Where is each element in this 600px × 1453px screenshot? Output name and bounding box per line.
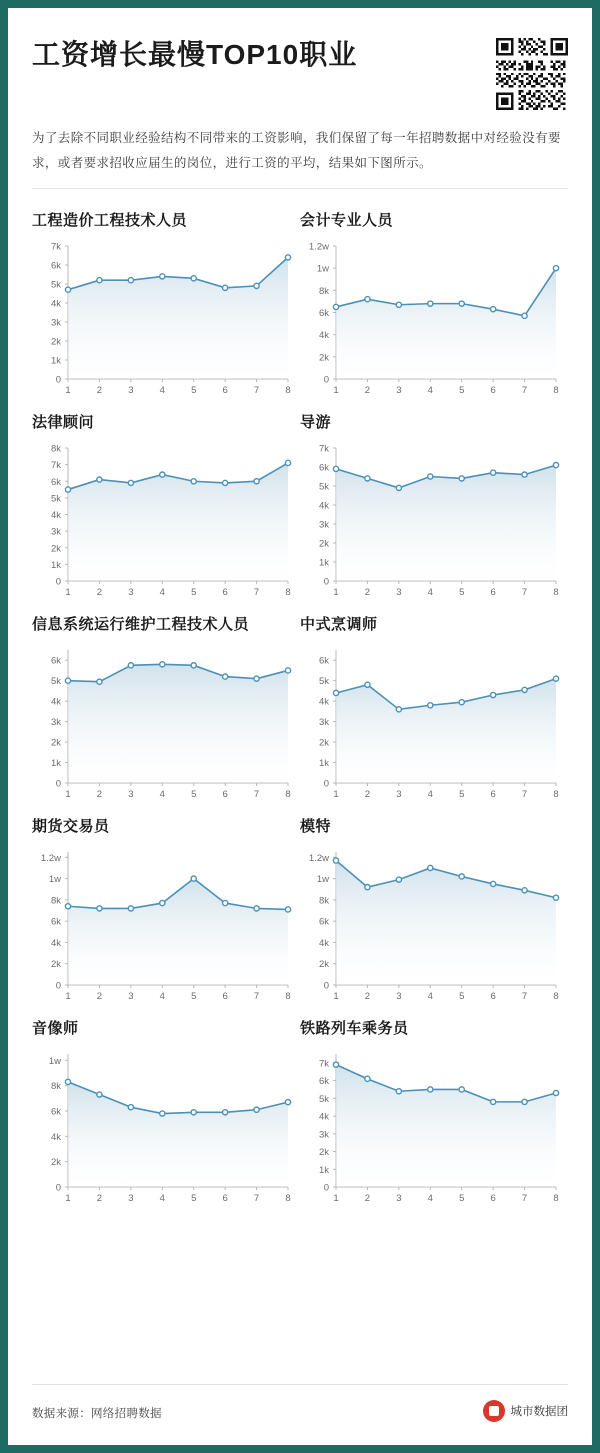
y-tick-label: 3k bbox=[318, 519, 329, 531]
y-tick-label: 2k bbox=[50, 737, 61, 749]
x-tick-label: 7 bbox=[253, 385, 260, 396]
y-tick-label: 4k bbox=[50, 298, 61, 310]
chart-title: 信息系统运行维护工程技术人员 bbox=[32, 616, 250, 633]
x-tick-label: 6 bbox=[490, 1193, 496, 1204]
data-point bbox=[223, 1110, 228, 1115]
data-point bbox=[553, 463, 558, 468]
data-point bbox=[254, 906, 259, 911]
chart-cell bbox=[300, 603, 568, 805]
x-tick-label: 7 bbox=[253, 587, 260, 598]
data-point bbox=[65, 287, 70, 292]
x-tick-label: 5 bbox=[191, 991, 197, 1002]
data-point bbox=[428, 301, 433, 306]
data-point bbox=[128, 663, 133, 668]
series-area bbox=[68, 879, 288, 985]
chart-cell bbox=[32, 199, 300, 401]
data-point bbox=[365, 1076, 370, 1081]
x-tick-label: 3 bbox=[396, 789, 402, 800]
x-tick-label: 5 bbox=[459, 1193, 465, 1204]
data-point bbox=[285, 460, 290, 465]
x-tick-label: 2 bbox=[364, 1193, 371, 1204]
x-tick-label: 4 bbox=[159, 1193, 165, 1204]
y-tick-label: 0 bbox=[323, 980, 329, 992]
y-tick-label: 5k bbox=[318, 481, 329, 493]
data-point bbox=[333, 690, 338, 695]
y-tick-label: 6k bbox=[318, 308, 329, 319]
y-tick-label: 4k bbox=[50, 937, 61, 949]
data-point bbox=[223, 674, 228, 679]
y-tick-label: 2k bbox=[318, 352, 329, 364]
data-point bbox=[97, 1092, 102, 1097]
data-point bbox=[97, 278, 102, 283]
y-tick-label: 3k bbox=[318, 717, 329, 729]
x-tick-label: 7 bbox=[521, 385, 528, 396]
data-point bbox=[333, 1062, 338, 1067]
y-tick-label: 6k bbox=[50, 1106, 61, 1118]
y-tick-label: 1.2w bbox=[308, 852, 329, 864]
data-point bbox=[396, 485, 401, 490]
x-tick-label: 7 bbox=[521, 1193, 528, 1204]
data-point bbox=[191, 876, 196, 881]
x-tick-label: 6 bbox=[490, 587, 496, 598]
x-tick-label: 3 bbox=[396, 385, 402, 396]
x-tick-label: 1 bbox=[333, 991, 339, 1002]
x-tick-label: 8 bbox=[553, 385, 559, 396]
data-point bbox=[428, 703, 433, 708]
data-point bbox=[65, 678, 70, 683]
y-tick-label: 5k bbox=[50, 279, 61, 291]
y-tick-label: 1.2w bbox=[308, 241, 329, 253]
x-tick-label: 2 bbox=[364, 991, 371, 1002]
y-tick-label: 0 bbox=[55, 1182, 61, 1194]
y-tick-label: 6k bbox=[50, 260, 61, 272]
y-tick-label: 2k bbox=[318, 538, 329, 550]
data-point bbox=[254, 676, 259, 681]
x-tick-label: 1 bbox=[333, 385, 339, 396]
x-tick-label: 6 bbox=[222, 991, 228, 1002]
data-point bbox=[128, 480, 133, 485]
data-point bbox=[491, 307, 496, 312]
x-tick-label: 8 bbox=[285, 1193, 291, 1204]
x-tick-label: 6 bbox=[490, 991, 496, 1002]
chart-plot bbox=[300, 842, 568, 1007]
chart-title: 工程造价工程技术人员 bbox=[32, 212, 188, 229]
x-tick-label: 8 bbox=[285, 587, 291, 598]
x-tick-label: 6 bbox=[222, 385, 228, 396]
data-point bbox=[65, 904, 70, 909]
x-tick-label: 8 bbox=[285, 385, 291, 396]
y-tick-label: 7k bbox=[50, 241, 61, 253]
data-point bbox=[333, 466, 338, 471]
data-point bbox=[97, 906, 102, 911]
y-tick-label: 1k bbox=[50, 559, 61, 571]
y-tick-label: 1w bbox=[48, 1055, 61, 1067]
footer bbox=[32, 1384, 568, 1445]
chart-title: 中式烹调师 bbox=[300, 616, 378, 633]
x-tick-label: 3 bbox=[128, 587, 134, 598]
chart-cell bbox=[32, 401, 300, 603]
y-tick-label: 0 bbox=[323, 1182, 329, 1194]
y-tick-label: 5k bbox=[50, 676, 61, 688]
x-tick-label: 6 bbox=[490, 385, 496, 396]
y-tick-label: 4k bbox=[50, 510, 61, 521]
data-point bbox=[428, 1087, 433, 1092]
chart-plot bbox=[32, 1044, 300, 1209]
divider bbox=[32, 188, 568, 189]
x-tick-label: 1 bbox=[65, 991, 71, 1002]
charts-grid bbox=[32, 199, 568, 1209]
brand-logo-icon bbox=[483, 1400, 505, 1422]
x-tick-label: 8 bbox=[285, 789, 291, 800]
data-point bbox=[459, 1087, 464, 1092]
x-tick-label: 2 bbox=[96, 587, 103, 598]
y-tick-label: 1k bbox=[318, 1164, 329, 1176]
y-tick-label: 8k bbox=[318, 285, 329, 297]
x-tick-label: 7 bbox=[521, 587, 528, 598]
y-tick-label: 8k bbox=[318, 895, 329, 907]
chart-plot bbox=[32, 438, 300, 603]
y-tick-label: 3k bbox=[50, 526, 61, 538]
x-tick-label: 3 bbox=[128, 789, 134, 800]
y-tick-label: 8k bbox=[50, 895, 61, 907]
x-tick-label: 7 bbox=[253, 789, 260, 800]
series-area bbox=[68, 1082, 288, 1187]
x-tick-label: 4 bbox=[427, 587, 433, 598]
data-point bbox=[396, 302, 401, 307]
y-tick-label: 0 bbox=[323, 778, 329, 790]
y-tick-label: 6k bbox=[318, 462, 329, 474]
x-tick-label: 6 bbox=[222, 1193, 228, 1204]
data-point bbox=[128, 278, 133, 283]
y-tick-label: 4k bbox=[50, 696, 61, 708]
y-tick-label: 1w bbox=[48, 874, 61, 886]
data-point bbox=[65, 1079, 70, 1084]
data-point bbox=[223, 900, 228, 905]
y-tick-label: 2k bbox=[50, 543, 61, 555]
x-tick-label: 5 bbox=[191, 1193, 197, 1204]
x-tick-label: 7 bbox=[253, 1193, 260, 1204]
x-tick-label: 1 bbox=[65, 1193, 71, 1204]
y-tick-label: 2k bbox=[50, 1157, 61, 1169]
chart-cell bbox=[32, 805, 300, 1007]
series-area bbox=[336, 1065, 556, 1187]
y-tick-label: 0 bbox=[55, 778, 61, 790]
y-tick-label: 6k bbox=[50, 655, 61, 667]
chart-plot bbox=[32, 640, 300, 805]
data-point bbox=[396, 877, 401, 882]
x-tick-label: 5 bbox=[459, 789, 465, 800]
x-tick-label: 1 bbox=[333, 789, 339, 800]
x-tick-label: 5 bbox=[459, 385, 465, 396]
y-tick-label: 4k bbox=[318, 500, 329, 512]
y-tick-label: 5k bbox=[50, 493, 61, 505]
x-tick-label: 3 bbox=[396, 1193, 402, 1204]
chart-cell bbox=[32, 603, 300, 805]
y-tick-label: 1k bbox=[50, 758, 61, 770]
data-point bbox=[254, 283, 259, 288]
series-area bbox=[68, 257, 288, 379]
x-tick-label: 5 bbox=[459, 991, 465, 1002]
y-tick-label: 1w bbox=[316, 874, 329, 886]
y-tick-label: 1k bbox=[318, 758, 329, 770]
data-point bbox=[396, 707, 401, 712]
chart-title: 会计专业人员 bbox=[300, 212, 394, 229]
y-tick-label: 0 bbox=[323, 576, 329, 588]
x-tick-label: 4 bbox=[427, 991, 433, 1002]
y-tick-label: 0 bbox=[55, 374, 61, 386]
x-tick-label: 7 bbox=[253, 991, 260, 1002]
y-tick-label: 1w bbox=[316, 263, 329, 275]
y-tick-label: 6k bbox=[50, 476, 61, 488]
data-point bbox=[459, 700, 464, 705]
intro-paragraph: 为了去除不同职业经验结构不同带来的工资影响，我们保留了每一年招聘数据中对经验没有要求，或者要求招收应届生的岗位，进行工资的平均，结果如下图所示。 bbox=[32, 131, 561, 170]
chart-plot bbox=[300, 640, 568, 805]
brand-name: 城市数据团 bbox=[510, 1406, 568, 1418]
data-point bbox=[333, 304, 338, 309]
data-point bbox=[254, 479, 259, 484]
x-tick-label: 3 bbox=[128, 1193, 134, 1204]
x-tick-label: 2 bbox=[96, 1193, 103, 1204]
chart-title: 音像师 bbox=[32, 1020, 79, 1037]
data-point bbox=[128, 1105, 133, 1110]
data-point bbox=[285, 907, 290, 912]
poster-card bbox=[8, 8, 592, 1445]
x-tick-label: 7 bbox=[521, 991, 528, 1002]
data-point bbox=[365, 297, 370, 302]
y-tick-label: 5k bbox=[318, 1093, 329, 1105]
data-point bbox=[553, 676, 558, 681]
x-tick-label: 2 bbox=[96, 385, 103, 396]
data-source-label: 数据来源：网络招聘数据 bbox=[32, 1408, 162, 1420]
x-tick-label: 1 bbox=[65, 385, 71, 396]
y-tick-label: 4k bbox=[318, 937, 329, 949]
y-tick-label: 8k bbox=[50, 443, 61, 455]
x-tick-label: 5 bbox=[191, 587, 197, 598]
data-point bbox=[491, 470, 496, 475]
x-tick-label: 4 bbox=[427, 789, 433, 800]
chart-cell bbox=[300, 199, 568, 401]
data-point bbox=[223, 480, 228, 485]
y-tick-label: 7k bbox=[318, 1058, 329, 1070]
data-point bbox=[428, 474, 433, 479]
chart-plot bbox=[300, 438, 568, 603]
data-point bbox=[160, 900, 165, 905]
x-tick-label: 2 bbox=[96, 991, 103, 1002]
chart-cell bbox=[300, 805, 568, 1007]
y-tick-label: 5k bbox=[318, 676, 329, 688]
data-point bbox=[553, 1090, 558, 1095]
data-point bbox=[160, 1111, 165, 1116]
y-tick-label: 6k bbox=[318, 655, 329, 667]
x-tick-label: 8 bbox=[553, 991, 559, 1002]
y-tick-label: 2k bbox=[318, 1147, 329, 1159]
x-tick-label: 1 bbox=[65, 587, 71, 598]
x-tick-label: 7 bbox=[521, 789, 528, 800]
y-tick-label: 1k bbox=[50, 355, 61, 367]
brand bbox=[483, 1400, 569, 1422]
data-point bbox=[191, 479, 196, 484]
y-tick-label: 6k bbox=[318, 1076, 329, 1088]
x-tick-label: 3 bbox=[396, 991, 402, 1002]
data-point bbox=[191, 276, 196, 281]
chart-title: 法律顾问 bbox=[32, 414, 95, 431]
y-tick-label: 6k bbox=[50, 916, 61, 928]
y-tick-label: 6k bbox=[318, 916, 329, 928]
data-point bbox=[97, 679, 102, 684]
y-tick-label: 1.2w bbox=[40, 852, 61, 864]
y-tick-label: 4k bbox=[50, 1131, 61, 1143]
data-point bbox=[491, 1099, 496, 1104]
data-point bbox=[522, 888, 527, 893]
x-tick-label: 1 bbox=[333, 1193, 339, 1204]
series-area bbox=[336, 268, 556, 379]
chart-title: 期货交易员 bbox=[32, 818, 110, 835]
data-point bbox=[522, 687, 527, 692]
y-tick-label: 0 bbox=[55, 980, 61, 992]
data-point bbox=[97, 477, 102, 482]
y-tick-label: 3k bbox=[318, 1129, 329, 1141]
data-point bbox=[459, 476, 464, 481]
data-point bbox=[365, 476, 370, 481]
y-tick-label: 4k bbox=[318, 330, 329, 342]
data-point bbox=[191, 1110, 196, 1115]
y-tick-label: 2k bbox=[318, 959, 329, 971]
x-tick-label: 2 bbox=[364, 587, 371, 598]
data-point bbox=[285, 1100, 290, 1105]
data-point bbox=[65, 487, 70, 492]
x-tick-label: 6 bbox=[490, 789, 496, 800]
data-point bbox=[285, 668, 290, 673]
y-tick-label: 7k bbox=[50, 460, 61, 472]
x-tick-label: 4 bbox=[427, 1193, 433, 1204]
data-point bbox=[459, 301, 464, 306]
y-tick-label: 4k bbox=[318, 696, 329, 708]
x-tick-label: 8 bbox=[553, 1193, 559, 1204]
chart-title: 模特 bbox=[300, 818, 332, 835]
data-point bbox=[522, 472, 527, 477]
page-title: 工资增长最慢TOP10职业 bbox=[32, 39, 358, 70]
data-point bbox=[396, 1089, 401, 1094]
y-tick-label: 4k bbox=[318, 1111, 329, 1123]
x-tick-label: 3 bbox=[396, 587, 402, 598]
y-tick-label: 2k bbox=[318, 737, 329, 749]
x-tick-label: 4 bbox=[159, 385, 165, 396]
x-tick-label: 5 bbox=[191, 385, 197, 396]
x-tick-label: 2 bbox=[364, 789, 371, 800]
data-point bbox=[128, 906, 133, 911]
data-point bbox=[491, 881, 496, 886]
y-tick-label: 1k bbox=[318, 557, 329, 569]
qr-code-icon bbox=[496, 38, 568, 110]
chart-title: 导游 bbox=[300, 414, 332, 431]
x-tick-label: 3 bbox=[128, 991, 134, 1002]
data-point bbox=[160, 274, 165, 279]
data-point bbox=[160, 472, 165, 477]
chart-plot bbox=[32, 842, 300, 1007]
chart-cell bbox=[300, 401, 568, 603]
x-tick-label: 5 bbox=[459, 587, 465, 598]
data-point bbox=[365, 885, 370, 890]
chart-plot bbox=[300, 1044, 568, 1209]
x-tick-label: 6 bbox=[222, 789, 228, 800]
y-tick-label: 0 bbox=[55, 576, 61, 588]
x-tick-label: 6 bbox=[222, 587, 228, 598]
y-tick-label: 2k bbox=[50, 959, 61, 971]
y-tick-label: 7k bbox=[318, 443, 329, 455]
y-tick-label: 3k bbox=[50, 717, 61, 729]
data-point bbox=[223, 285, 228, 290]
chart-plot bbox=[32, 236, 300, 401]
data-point bbox=[428, 865, 433, 870]
chart-plot bbox=[300, 236, 568, 401]
data-point bbox=[160, 662, 165, 667]
data-point bbox=[333, 858, 338, 863]
chart-cell bbox=[32, 1007, 300, 1209]
chart-cell bbox=[300, 1007, 568, 1209]
x-tick-label: 8 bbox=[285, 991, 291, 1002]
x-tick-label: 1 bbox=[65, 789, 71, 800]
data-point bbox=[553, 266, 558, 271]
x-tick-label: 5 bbox=[191, 789, 197, 800]
x-tick-label: 2 bbox=[364, 385, 371, 396]
x-tick-label: 8 bbox=[553, 789, 559, 800]
series-area bbox=[336, 679, 556, 783]
chart-title: 铁路列车乘务员 bbox=[300, 1020, 409, 1037]
x-tick-label: 2 bbox=[96, 789, 103, 800]
data-point bbox=[522, 1099, 527, 1104]
data-point bbox=[254, 1107, 259, 1112]
data-point bbox=[191, 663, 196, 668]
data-point bbox=[365, 682, 370, 687]
x-tick-label: 3 bbox=[128, 385, 134, 396]
x-tick-label: 4 bbox=[159, 789, 165, 800]
data-point bbox=[459, 874, 464, 879]
y-tick-label: 0 bbox=[323, 374, 329, 386]
x-tick-label: 1 bbox=[333, 587, 339, 598]
series-area bbox=[336, 861, 556, 985]
y-tick-label: 2k bbox=[50, 336, 61, 348]
y-tick-label: 3k bbox=[50, 317, 61, 329]
y-tick-label: 8k bbox=[50, 1081, 61, 1093]
x-tick-label: 4 bbox=[159, 587, 165, 598]
data-point bbox=[285, 255, 290, 260]
header bbox=[32, 38, 568, 124]
data-point bbox=[522, 313, 527, 318]
data-point bbox=[553, 895, 558, 900]
x-tick-label: 4 bbox=[159, 991, 165, 1002]
data-point bbox=[491, 692, 496, 697]
series-area bbox=[336, 465, 556, 581]
x-tick-label: 4 bbox=[427, 385, 433, 396]
x-tick-label: 8 bbox=[553, 587, 559, 598]
